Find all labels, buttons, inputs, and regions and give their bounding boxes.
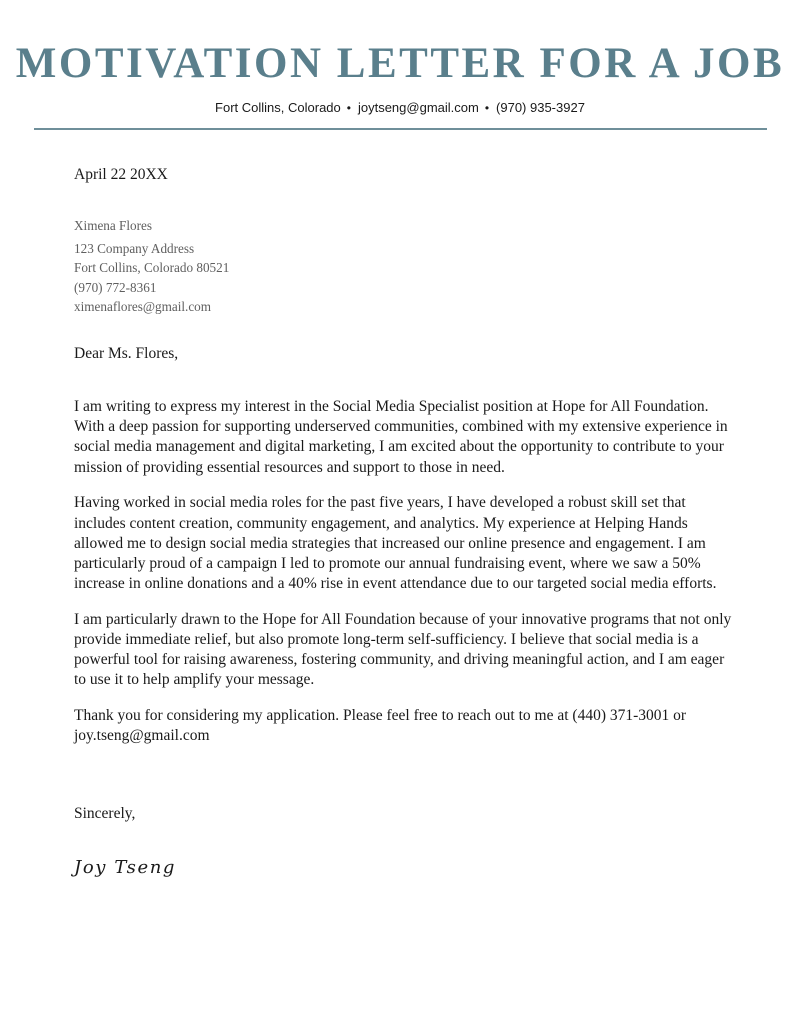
recipient-block [74,216,229,317]
sender-phone: (970) 935-3927 [496,100,585,115]
recipient-address: 123 Company Address [74,240,195,256]
sender-contact-line [0,99,800,117]
letter-date: April 22 20XX [74,166,168,183]
body-paragraph-1: I am writing to express my interest in the Social Media Specialist position at Hope for All Foundation. With a deep passion for supporting underserved communities, combined with my extensive experience in social media management and digital marketing, I am excited about the opportunity to contribute to your mission of providing essential resources and support to those in need. [74,398,728,476]
bullet-separator-2: • [484,101,490,115]
recipient-city: Fort Collins, Colorado 80521 [74,260,230,276]
recipient-name: Ximena Flores [74,218,153,233]
salutation: Dear Ms. Flores, [74,345,179,362]
closing: Sincerely, [74,805,136,822]
recipient-email: ximenaflores@gmail.com [74,299,212,315]
sender-email: joytseng@gmail.com [357,100,479,115]
body-paragraph-3: I am particularly drawn to the Hope for All Foundation because of your innovative programs that not only provide immediate relief, but also promote long-term self-sufficiency. I believe that social media is a powerful tool for raising awareness, fostering community, and driving meaningful action, and I am eager to use it to help amplify your message. [74,610,732,689]
body-paragraph-4: Thank you for considering my application. Please feel free to reach out to me at (440) 371-3001 or joy.tseng@gmail.com [74,707,687,745]
letter-body [74,397,734,762]
bullet-separator-1: • [346,101,351,115]
body-paragraph-2: Having worked in social media roles for the past five years, I have developed a robust skill set that includes content creation, community engagement, and analytics. My experience at Helping Hands allowed me to design social media strategies that increased our online presence and engagement. I am particularly proud of a campaign I led to promote our annual fundraising event, where we saw a 50% increase in online donations and a 40% rise in event attendance due to our targeted social media efforts. [74,494,717,593]
recipient-phone: (970) 772-8361 [74,279,157,295]
signature: Joy Tseng [74,857,177,878]
document-title: MOTIVATION LETTER FOR A JOB [15,40,785,87]
sender-location: Fort Collins, Colorado [215,100,341,115]
header-divider [34,128,767,130]
